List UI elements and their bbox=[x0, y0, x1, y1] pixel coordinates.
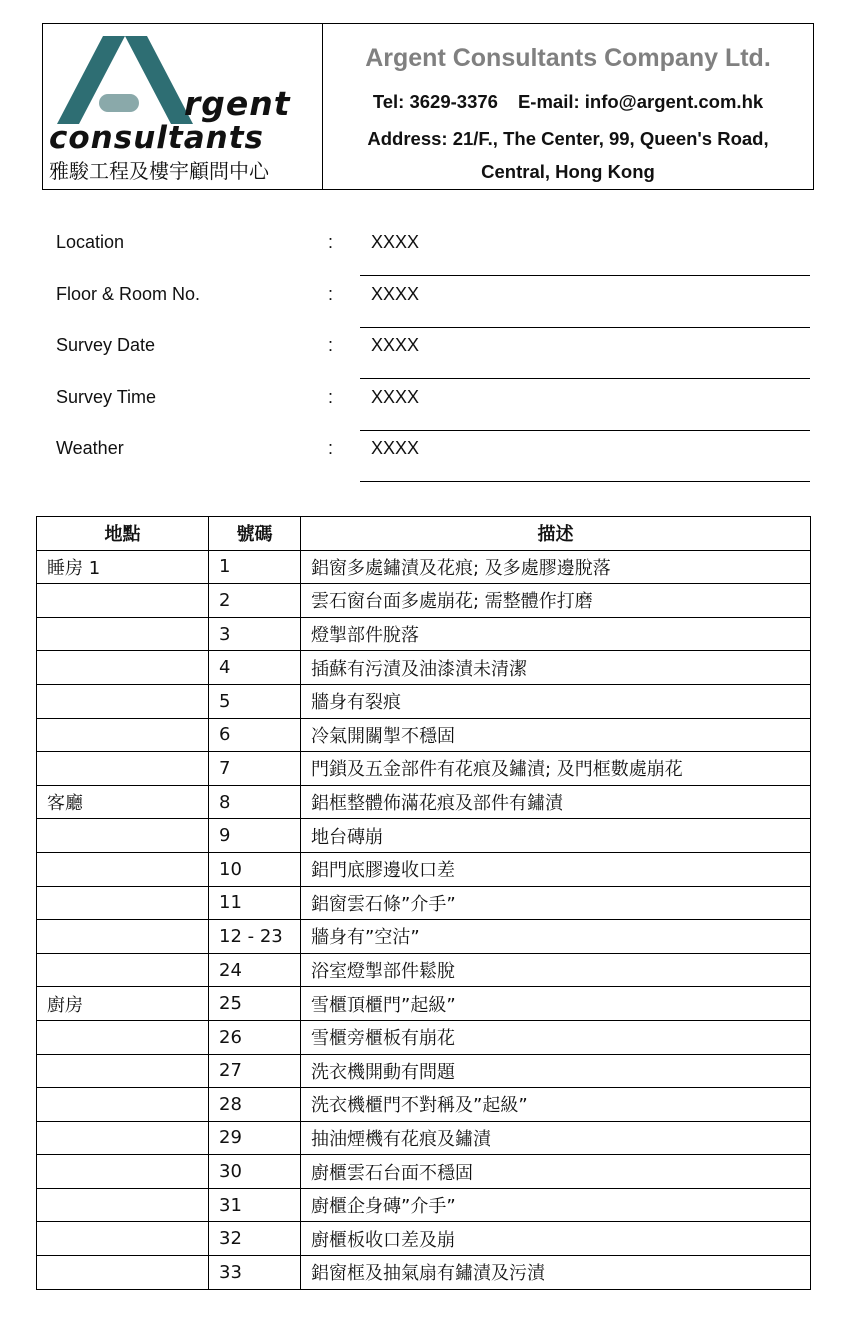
table-row bbox=[37, 886, 811, 920]
cell-description: 雪櫃頂櫃門”起級” bbox=[301, 987, 811, 1021]
cell-location bbox=[37, 584, 209, 618]
cell-location bbox=[37, 920, 209, 954]
field-value: XXXX bbox=[371, 386, 420, 407]
table-row bbox=[37, 1054, 811, 1088]
cell-number: 26 bbox=[209, 1020, 301, 1054]
cell-number: 6 bbox=[209, 718, 301, 752]
cell-number: 28 bbox=[209, 1088, 301, 1122]
cell-location bbox=[37, 1121, 209, 1155]
table-row bbox=[37, 1222, 811, 1256]
table-row bbox=[37, 718, 811, 752]
cell-description: 地台磚崩 bbox=[301, 819, 811, 853]
table-row bbox=[37, 819, 811, 853]
field-label: Weather bbox=[56, 438, 124, 458]
cell-number: 33 bbox=[209, 1256, 301, 1290]
cell-description: 雪櫃旁櫃板有崩花 bbox=[301, 1020, 811, 1054]
field-label: Survey Date bbox=[56, 335, 156, 355]
letterhead bbox=[42, 23, 814, 190]
cell-location bbox=[37, 718, 209, 752]
cell-description: 冷氣開關掣不穩固 bbox=[301, 718, 811, 752]
cell-description: 廚櫃企身磚”介手” bbox=[301, 1188, 811, 1222]
cell-number: 5 bbox=[209, 684, 301, 718]
logo-word-consultants: consultants bbox=[49, 120, 264, 156]
table-row bbox=[37, 852, 811, 886]
cell-number: 8 bbox=[209, 785, 301, 819]
cell-location bbox=[37, 752, 209, 786]
cell-location bbox=[37, 1054, 209, 1088]
cell-number: 4 bbox=[209, 651, 301, 685]
cell-description: 牆身有裂痕 bbox=[301, 684, 811, 718]
cell-description: 插蘇有污漬及油漆漬未清潔 bbox=[301, 651, 811, 685]
cell-description: 浴室燈掣部件鬆脫 bbox=[301, 953, 811, 987]
field-colon: : bbox=[328, 386, 334, 407]
field-survey-time bbox=[56, 379, 816, 431]
email: E-mail: info@argent.com.hk bbox=[517, 91, 764, 112]
field-colon: : bbox=[328, 232, 334, 252]
table-row bbox=[37, 1155, 811, 1189]
cell-description: 燈掣部件脫落 bbox=[301, 617, 811, 651]
table-row bbox=[37, 617, 811, 651]
field-value: XXXX bbox=[371, 232, 420, 252]
field-colon: : bbox=[328, 335, 334, 355]
table-row bbox=[37, 987, 811, 1021]
cell-description: 雲石窗台面多處崩花; 需整體作打磨 bbox=[301, 584, 811, 618]
field-weather bbox=[56, 430, 816, 482]
address bbox=[323, 122, 813, 188]
cell-location bbox=[37, 1155, 209, 1189]
cell-description: 鋁窗多處鏽漬及花痕; 及多處膠邊脫落 bbox=[301, 550, 811, 584]
field-label: Location bbox=[56, 232, 125, 252]
field-label: Survey Time bbox=[56, 386, 157, 407]
company-info bbox=[323, 24, 813, 189]
company-name: Argent Consultants Company Ltd. bbox=[365, 44, 771, 72]
cell-description: 鋁窗框及抽氣扇有鏽漬及污漬 bbox=[301, 1256, 811, 1290]
field-floor-room bbox=[56, 276, 816, 328]
cell-location bbox=[37, 1188, 209, 1222]
cell-location: 客廳 bbox=[37, 785, 209, 819]
cell-location bbox=[37, 852, 209, 886]
contact-line bbox=[323, 91, 813, 113]
cell-number: 31 bbox=[209, 1188, 301, 1222]
table-row bbox=[37, 920, 811, 954]
defects-table bbox=[36, 516, 811, 1290]
field-value: XXXX bbox=[371, 283, 420, 304]
cell-location bbox=[37, 651, 209, 685]
table-row bbox=[37, 1121, 811, 1155]
table-row bbox=[37, 651, 811, 685]
cell-location bbox=[37, 617, 209, 651]
header-number: 號碼 bbox=[209, 517, 301, 551]
telephone: Tel: 3629-3376 bbox=[372, 91, 498, 112]
cell-number: 10 bbox=[209, 852, 301, 886]
logo-chinese-name: 雅駿工程及樓宇顧問中心 bbox=[49, 159, 269, 183]
field-value: XXXX bbox=[371, 335, 420, 355]
cell-number: 27 bbox=[209, 1054, 301, 1088]
address-line-1: Address: 21/F., The Center, 99, Queen's Road, bbox=[367, 128, 769, 149]
cell-location bbox=[37, 819, 209, 853]
table-row bbox=[37, 1256, 811, 1290]
cell-number: 30 bbox=[209, 1155, 301, 1189]
cell-number: 32 bbox=[209, 1222, 301, 1256]
table-row bbox=[37, 684, 811, 718]
cell-location: 廚房 bbox=[37, 987, 209, 1021]
cell-location bbox=[37, 1020, 209, 1054]
survey-fields bbox=[56, 224, 816, 482]
cell-description: 廚櫃板收口差及崩 bbox=[301, 1222, 811, 1256]
table-row bbox=[37, 785, 811, 819]
field-colon: : bbox=[328, 283, 334, 304]
cell-number: 24 bbox=[209, 953, 301, 987]
field-label: Floor & Room No. bbox=[56, 283, 201, 304]
cell-location bbox=[37, 1222, 209, 1256]
cell-description: 鋁門底膠邊收口差 bbox=[301, 852, 811, 886]
cell-location bbox=[37, 886, 209, 920]
cell-number: 9 bbox=[209, 819, 301, 853]
field-value: XXXX bbox=[371, 438, 420, 458]
cell-number: 1 bbox=[209, 550, 301, 584]
cell-number: 25 bbox=[209, 987, 301, 1021]
field-survey-date bbox=[56, 327, 816, 379]
cell-description: 洗衣機櫃門不對稱及”起級” bbox=[301, 1088, 811, 1122]
field-underline bbox=[360, 481, 810, 482]
cell-description: 廚櫃雲石台面不穩固 bbox=[301, 1155, 811, 1189]
field-location bbox=[56, 224, 816, 276]
header-location: 地點 bbox=[37, 517, 209, 551]
table-row bbox=[37, 550, 811, 584]
cell-description: 牆身有”空沽” bbox=[301, 920, 811, 954]
cell-location: 睡房 1 bbox=[37, 550, 209, 584]
cell-location bbox=[37, 1088, 209, 1122]
table-row bbox=[37, 1188, 811, 1222]
field-colon: : bbox=[328, 438, 334, 458]
cell-description: 門鎖及五金部件有花痕及鏽漬; 及門框數處崩花 bbox=[301, 752, 811, 786]
company-logo bbox=[43, 24, 323, 189]
cell-location bbox=[37, 953, 209, 987]
table-row bbox=[37, 953, 811, 987]
cell-description: 抽油煙機有花痕及鏽漬 bbox=[301, 1121, 811, 1155]
cell-number: 3 bbox=[209, 617, 301, 651]
table-header-row bbox=[37, 517, 811, 551]
cell-location bbox=[37, 1256, 209, 1290]
cell-description: 鋁窗雲石條”介手” bbox=[301, 886, 811, 920]
cell-number: 29 bbox=[209, 1121, 301, 1155]
cell-number: 7 bbox=[209, 752, 301, 786]
table-row bbox=[37, 1088, 811, 1122]
table-row bbox=[37, 584, 811, 618]
table-row bbox=[37, 752, 811, 786]
cell-number: 11 bbox=[209, 886, 301, 920]
address-line-2: Central, Hong Kong bbox=[481, 161, 655, 182]
cell-number: 12 - 23 bbox=[209, 920, 301, 954]
cell-location bbox=[37, 684, 209, 718]
cell-description: 洗衣機開動有問題 bbox=[301, 1054, 811, 1088]
header-description: 描述 bbox=[301, 517, 811, 551]
cell-description: 鋁框整體佈滿花痕及部件有鏽漬 bbox=[301, 785, 811, 819]
table-row bbox=[37, 1020, 811, 1054]
cell-number: 2 bbox=[209, 584, 301, 618]
logo-word-rgent: rgent bbox=[184, 84, 291, 123]
